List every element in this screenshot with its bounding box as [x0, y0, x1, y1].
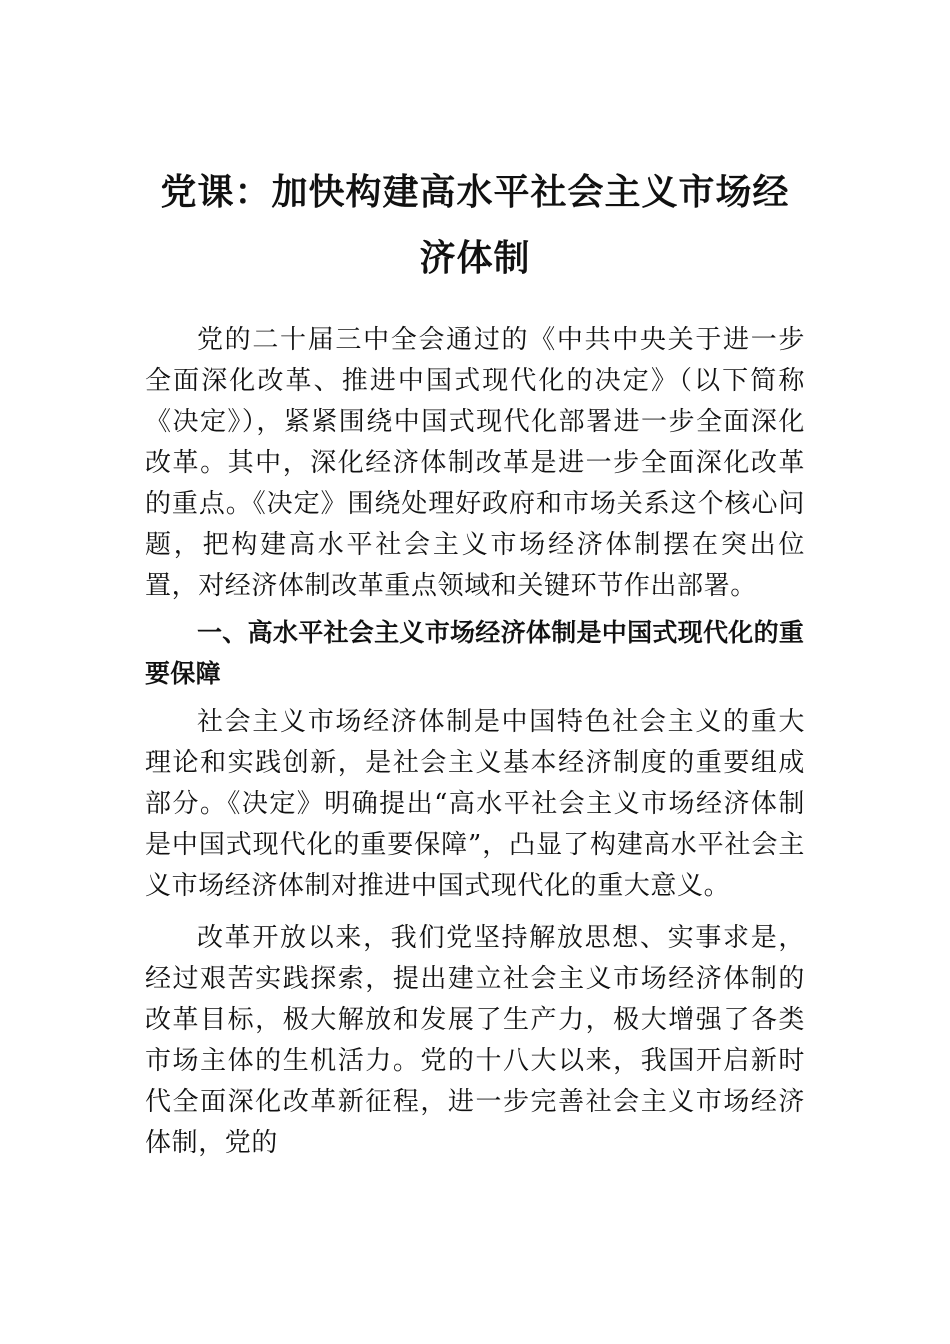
paragraph-section-1: 社会主义市场经济体制是中国特色社会主义的重大理论和实践创新，是社会主义基本经济制度的重要组成部分。《决定》明确提出“高水平社会主义市场经济体制是中国式现代化的重要保障”，凸显了构建高水平社会主义市场经济体制对推进中国式现代化的重大意义。	[145, 707, 805, 901]
paragraph-section-1-continued: 改革开放以来，我们党坚持解放思想、实事求是，经过艰苦实践探索，提出建立社会主义市场经济体制的改革目标，极大解放和发展了生产力，极大增强了各类市场主体的生机活力。党的十八大以来，我国开启新时代全面深化改革新征程，进一步完善社会主义市场经济体制，党的	[145, 923, 805, 1158]
paragraph-intro: 党的二十届三中全会通过的《中共中央关于进一步全面深化改革、推进中国式现代化的决定》（以下简称《决定》），紧紧围绕中国式现代化部署进一步全面深化改革。其中，深化经济体制改革是进一步全面深化改革的重点。《决定》围绕处理好政府和市场关系这个核心问题，把构建高水平社会主义市场经济体制摆在突出位置，对经济体制改革重点领域和关键环节作出部署。	[145, 325, 805, 601]
document-title: 党课：加快构建高水平社会主义市场经济体制	[160, 172, 790, 279]
section-heading-1: 一、高水平社会主义市场经济体制是中国式现代化的重要保障	[145, 618, 805, 688]
